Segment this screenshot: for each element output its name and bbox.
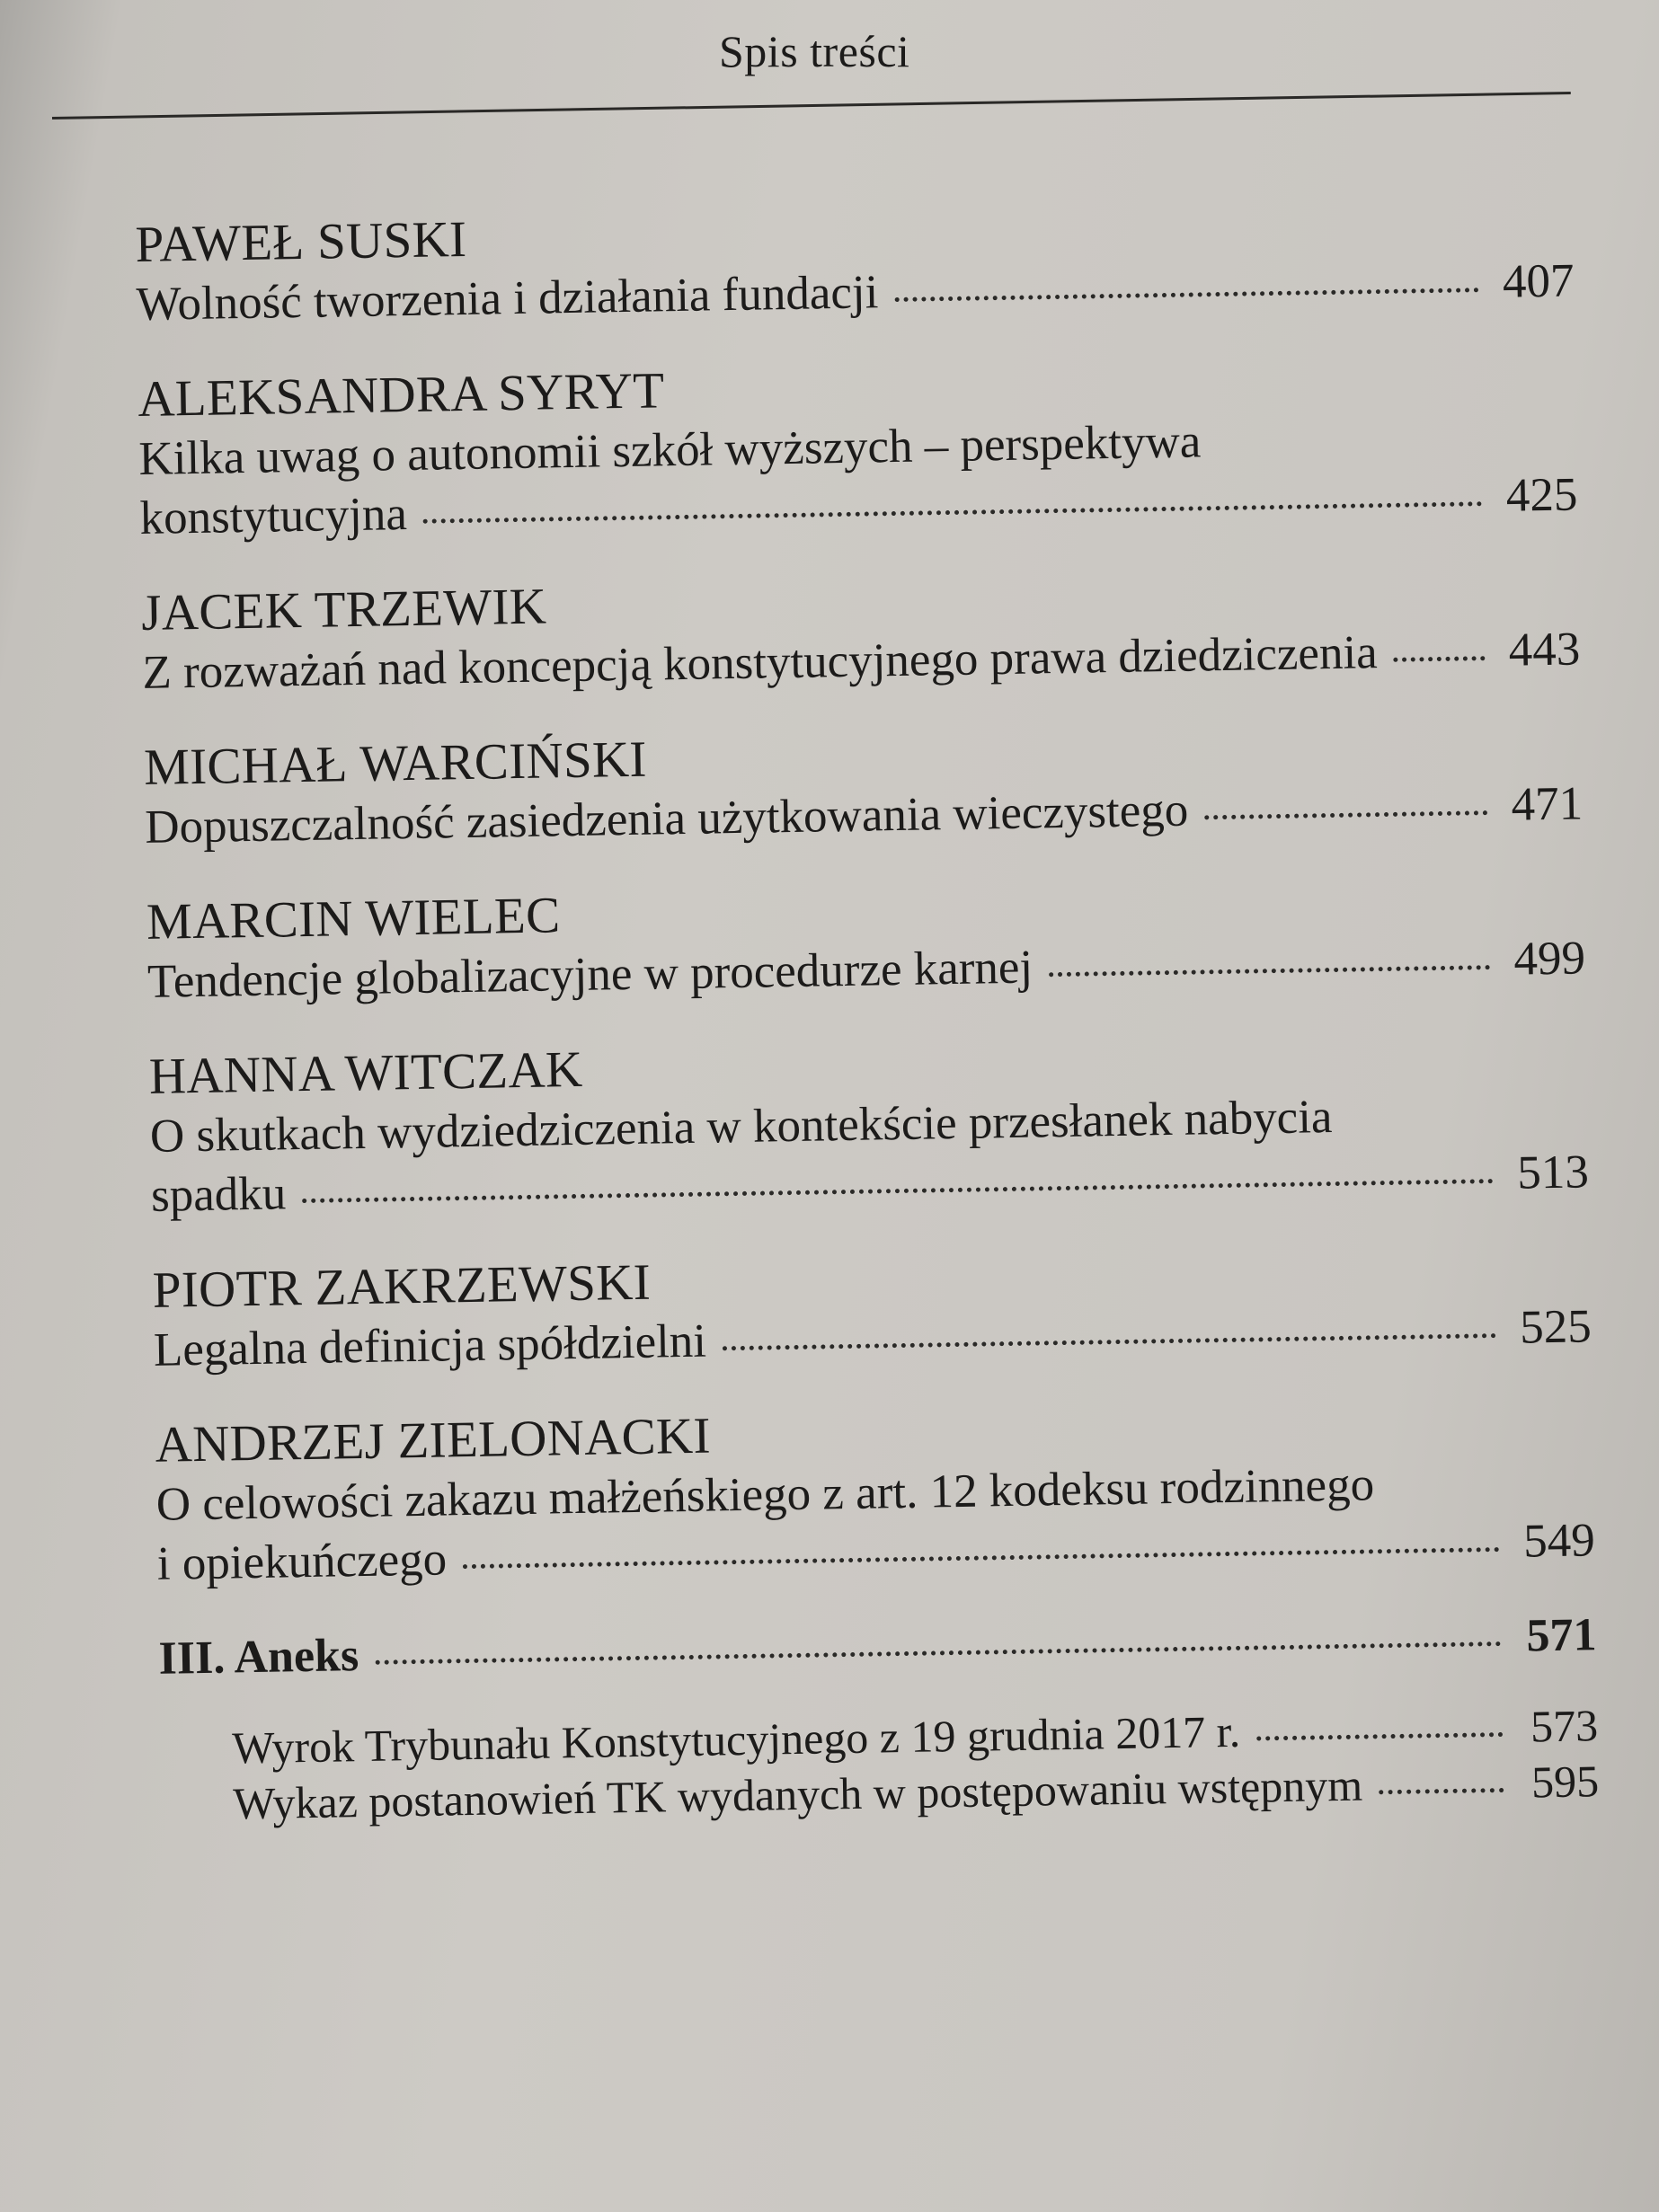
page-number: 407 xyxy=(1502,254,1575,308)
dot-leader xyxy=(1256,1732,1503,1741)
entry-author: HANNA WITCZAK xyxy=(148,1040,583,1105)
dot-leader xyxy=(723,1333,1496,1350)
dot-leader xyxy=(302,1179,1494,1203)
dot-leader xyxy=(1394,656,1486,662)
toc-entry xyxy=(152,1237,1592,1380)
page-number: 471 xyxy=(1511,777,1584,831)
page-number: 573 xyxy=(1530,1700,1599,1752)
page-number: 571 xyxy=(1525,1609,1597,1662)
entry-author: MARCIN WIELEC xyxy=(146,887,561,951)
page-number: 525 xyxy=(1519,1300,1592,1354)
appendix-title: Wyrok Trybunału Konstytucyjnego z 19 grudnia 2017 r. xyxy=(231,1705,1241,1774)
appendix-title: Wykaz postanowień TK wydanych w postępowaniu wstępnym xyxy=(232,1759,1363,1829)
table-of-contents xyxy=(135,191,1600,1832)
entry-author: ANDRZEJ ZIELONACKI xyxy=(155,1407,712,1473)
entry-author: MICHAŁ WARCIŃSKI xyxy=(143,730,648,796)
toc-entry xyxy=(144,714,1584,857)
entry-author: ALEKSANDRA SYRYT xyxy=(137,362,665,428)
dot-leader xyxy=(1379,1788,1504,1794)
page-number: 549 xyxy=(1522,1514,1596,1568)
entry-title-continued: konstytucyjna xyxy=(139,488,408,544)
entry-title: Legalna definicja spółdzielni xyxy=(153,1314,707,1376)
section-title: III. Aneks xyxy=(158,1630,359,1685)
section-heading xyxy=(158,1606,1597,1689)
entry-author: PAWEŁ SUSKI xyxy=(135,210,467,273)
entry-author: JACEK TRZEWIK xyxy=(140,578,547,641)
header-rule xyxy=(52,92,1571,119)
toc-entry xyxy=(148,1023,1589,1225)
entry-title: Tendencje globalizacyjne w procedurze karnej xyxy=(146,941,1034,1008)
page-number: 513 xyxy=(1516,1146,1590,1199)
toc-entry xyxy=(135,191,1575,334)
dot-leader xyxy=(423,501,1483,524)
dot-leader xyxy=(463,1547,1500,1569)
appendix-list xyxy=(160,1697,1600,1833)
entry-title-continued: i opiekuńczego xyxy=(156,1533,448,1590)
entry-title: O skutkach wydziedziczenia w kontekście przesłanek nabycia xyxy=(149,1091,1333,1163)
entry-title: O celowości zakazu małżeńskiego z art. 12 kodeksu rodzinnego xyxy=(155,1458,1375,1531)
dot-leader xyxy=(894,288,1478,302)
entry-title: Wolność tworzenia i działania fundacji xyxy=(136,266,879,331)
entry-title-continued: spadku xyxy=(150,1167,287,1222)
toc-entry xyxy=(146,869,1586,1012)
toc-entry xyxy=(138,346,1578,548)
entry-title: Dopuszczalność zasiedzenia użytkowania wieczystego xyxy=(144,783,1189,854)
page-number: 595 xyxy=(1530,1756,1600,1808)
page-number: 425 xyxy=(1505,468,1578,522)
toc-entry xyxy=(155,1392,1595,1594)
dot-leader xyxy=(375,1641,1501,1665)
toc-entry xyxy=(141,560,1581,703)
page-number: 443 xyxy=(1508,623,1581,677)
entry-title: Z rozważań nad koncepcją konstytucyjnego prawa dziedziczenia xyxy=(141,626,1379,699)
entry-author: PIOTR ZAKRZEWSKI xyxy=(152,1253,652,1319)
dot-leader xyxy=(1204,810,1487,819)
page-number: 499 xyxy=(1513,932,1586,986)
entry-title: Kilka uwag o autonomii szkół wyższych – perspektywa xyxy=(138,415,1202,485)
running-head: Spis treści xyxy=(719,26,910,76)
dot-leader xyxy=(1049,965,1490,977)
